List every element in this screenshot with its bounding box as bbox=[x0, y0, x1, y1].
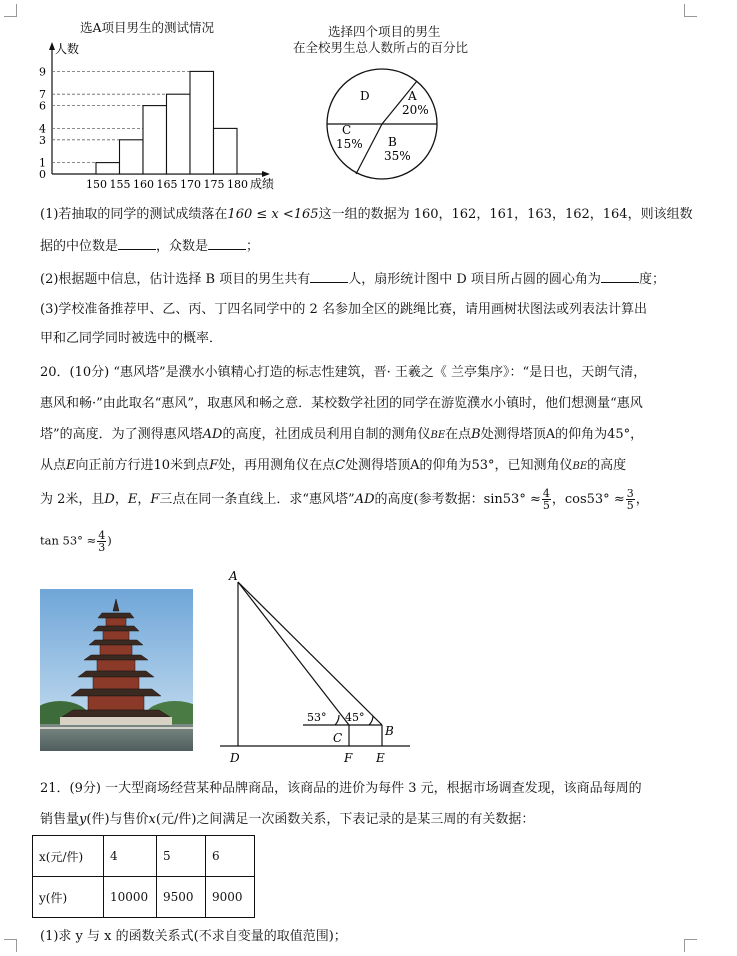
q20-line4 bbox=[40, 457, 700, 476]
x-tick-label: 170 bbox=[180, 178, 201, 191]
q21-question1: (1)求 y 与 x 的函数关系式(不求自变量的取值范围)； bbox=[40, 929, 347, 944]
point-f: F bbox=[344, 751, 353, 765]
angle-53-arc bbox=[335, 715, 339, 725]
tan-num: 4 bbox=[98, 529, 106, 542]
answer-blank-median[interactable] bbox=[118, 237, 156, 250]
x-tick-label: 175 bbox=[203, 178, 225, 191]
pagoda-photo bbox=[40, 589, 193, 751]
q20-tan-close: ) bbox=[107, 533, 112, 548]
table-cell: 9000 bbox=[206, 877, 255, 918]
q20-tan: tan 53° ≈ bbox=[40, 533, 97, 548]
cos-num: 3 bbox=[626, 487, 634, 500]
q20-f-2: F bbox=[150, 492, 160, 507]
q20-l5a: 为 2米，且 bbox=[40, 492, 105, 507]
q20-be-1: BE bbox=[430, 430, 446, 441]
cos-fraction bbox=[626, 488, 635, 511]
q21-l2e: (元/件)之间满足一次函数关系，下表记录的是某三周的有关数据： bbox=[155, 812, 535, 827]
tan-den: 3 bbox=[98, 541, 106, 554]
angle-53-label: 53° bbox=[307, 711, 327, 724]
geometry-diagram bbox=[215, 566, 415, 766]
table-cell: 6 bbox=[206, 836, 255, 877]
y-tick-label: 0 bbox=[39, 168, 46, 181]
crop-mark-top-right bbox=[684, 4, 697, 17]
pie-label-d: D bbox=[360, 89, 370, 103]
histogram-title: 选A项目男生的测试情况 bbox=[80, 20, 215, 35]
x-tick-label: 150 bbox=[86, 178, 107, 191]
q20-l4b: 向正前方行进10米到点 bbox=[75, 458, 210, 473]
answer-blank-d-angle[interactable] bbox=[601, 270, 639, 283]
pie-chart bbox=[320, 62, 445, 187]
histogram-bar bbox=[190, 71, 214, 174]
table-cell: 4 bbox=[104, 836, 157, 877]
y-axis-label: 人数 bbox=[55, 42, 80, 56]
q19-part3-line1: (3)学校准备推荐甲、乙、丙、丁四名同学中的 2 名参加全区的跳绳比赛，请用画树状图法或列表法计算出 bbox=[40, 302, 647, 317]
point-e: E bbox=[376, 751, 385, 765]
point-a: A bbox=[229, 569, 238, 583]
histogram-bar bbox=[143, 106, 167, 174]
y-tick-label: 4 bbox=[39, 122, 46, 136]
y-tick-label: 6 bbox=[39, 99, 46, 113]
q20-ad-2: AD bbox=[354, 492, 375, 507]
table-header-y: y(件) bbox=[33, 877, 104, 918]
q20-l3a: 塔”的高度．为了测得惠风塔 bbox=[40, 427, 203, 442]
q20-l4d: 处测得塔顶A的仰角为53°，已知测角仪 bbox=[345, 458, 573, 473]
q20-f: F bbox=[209, 458, 219, 473]
tan-fraction bbox=[97, 530, 106, 553]
q19-part3-line2: 甲和乙同学同时被选中的概率． bbox=[40, 331, 223, 346]
q20-e: E bbox=[66, 458, 76, 473]
q20-l5d: 的高度(参考数据：sin53° ≈ bbox=[374, 492, 541, 507]
q19-part1-line1 bbox=[40, 206, 700, 224]
q21-y: y bbox=[79, 812, 87, 827]
table-row bbox=[33, 836, 255, 877]
q20-line2: 惠风和畅·”由此取名“惠风”，取惠风和畅之意．某校数学社团的同学在游览濮水小镇时，他们想测量“惠风 bbox=[40, 396, 643, 411]
table-cell: 5 bbox=[157, 836, 206, 877]
q20-line6 bbox=[40, 530, 700, 553]
data-table bbox=[32, 835, 255, 918]
q20-e-2: E bbox=[127, 492, 138, 507]
pie-title-line1: 选择四个项目的男生 bbox=[328, 24, 441, 39]
q20-ad-1: AD bbox=[202, 427, 223, 442]
q20-c: C bbox=[335, 458, 346, 473]
q21-l2c: (件)与售价 bbox=[86, 812, 149, 827]
pie-label-a-pct: 20% bbox=[402, 103, 429, 117]
sight-line-ab bbox=[238, 582, 382, 725]
table-cell: 9500 bbox=[157, 877, 206, 918]
q19-part1-line2 bbox=[40, 237, 700, 256]
cos-den: 5 bbox=[626, 499, 634, 512]
x-axis-label: 成绩 bbox=[250, 177, 275, 191]
q20-l5f: ， bbox=[635, 492, 649, 507]
q20-l3b: 的高度，社团成员利用自制的测角仪 bbox=[222, 427, 431, 442]
q20-b: B bbox=[471, 427, 481, 442]
answer-blank-b-count[interactable] bbox=[310, 270, 348, 283]
pie-label-c-pct: 15% bbox=[336, 137, 363, 151]
pie-label-b-pct: 35% bbox=[384, 149, 411, 163]
q19-p1d: ，众数是 bbox=[156, 239, 209, 254]
x-tick-label: 155 bbox=[109, 178, 131, 191]
q20-l4a: 从点 bbox=[40, 458, 67, 473]
q21-line2 bbox=[40, 811, 700, 829]
q20-l5c: 三点在同一条直线上．求“惠风塔” bbox=[159, 492, 355, 507]
y-tick-label: 1 bbox=[39, 156, 46, 170]
q19-inequality: 160 ≤ x <165 bbox=[227, 207, 319, 222]
q21-x: x bbox=[148, 812, 156, 827]
q20-line3 bbox=[40, 426, 700, 445]
q19-p2c: 度； bbox=[638, 272, 665, 287]
angle-45-arc bbox=[369, 716, 373, 725]
q20-l5b-1: ， bbox=[114, 492, 128, 507]
point-d: D bbox=[230, 751, 240, 765]
q19-p2a: (2)根据题中信息，估计选择 B 项目的男生共有 bbox=[40, 272, 311, 287]
y-tick-label: 7 bbox=[39, 88, 46, 102]
histogram-bar bbox=[96, 163, 120, 174]
sin-den: 5 bbox=[542, 499, 550, 512]
q21-line1: 21．(9分) 一大型商场经营某种品牌商品，该商品的进价为每件 3 元，根据市场调查发现，该商品每周的 bbox=[40, 781, 642, 796]
q20-be-2: BE bbox=[572, 461, 588, 472]
histogram-chart bbox=[30, 40, 290, 195]
q20-d: D bbox=[104, 492, 115, 507]
pie-label-b: B bbox=[388, 135, 397, 149]
q20-l5e: ，cos53° ≈ bbox=[551, 492, 625, 507]
q20-line1: 20．(10分) “惠风塔”是濮水小镇精心打造的标志性建筑，晋· 王羲之《 兰亭集序》：“是日也，天朗气清， bbox=[40, 365, 647, 380]
answer-blank-mode[interactable] bbox=[208, 237, 246, 250]
y-tick-label: 3 bbox=[39, 133, 46, 147]
x-tick-label: 165 bbox=[156, 178, 178, 191]
q21-l2a: 销售量 bbox=[40, 812, 80, 827]
x-tick-label: 180 bbox=[227, 178, 248, 191]
q20-l3c: 在点 bbox=[445, 427, 472, 442]
q20-line5 bbox=[40, 488, 700, 511]
sin-num: 4 bbox=[542, 487, 550, 500]
table-header-x: x(元/件) bbox=[33, 836, 104, 877]
y-tick-label: 9 bbox=[39, 65, 46, 79]
pie-label-a: A bbox=[408, 89, 417, 103]
q19-p2b: 人，扇形统计图中 D 项目所占圆的圆心角为 bbox=[348, 272, 601, 287]
sin-fraction bbox=[542, 488, 551, 511]
x-tick-label: 160 bbox=[133, 178, 154, 191]
point-c: C bbox=[333, 731, 343, 745]
table-cell: 10000 bbox=[104, 877, 157, 918]
crop-mark-top-left bbox=[4, 4, 17, 17]
pie-label-c: C bbox=[342, 123, 352, 137]
q19-p1a: (1)若抽取的同学的测试成绩落在 bbox=[40, 207, 228, 222]
histogram-bar bbox=[120, 140, 144, 174]
q19-p1e: ； bbox=[246, 239, 260, 254]
pie-title-line2: 在全校男生总人数所占的百分比 bbox=[293, 40, 469, 55]
q20-l5b-2: ， bbox=[137, 492, 151, 507]
table-row bbox=[33, 877, 255, 918]
q19-p1b: 这一组的数据为 160，162，161，163，162，164，则该组数 bbox=[318, 207, 693, 222]
crop-mark-bottom-left bbox=[4, 939, 17, 952]
angle-45-label: 45° bbox=[345, 711, 365, 724]
histogram-bar bbox=[214, 128, 238, 174]
q19-part2-line bbox=[40, 270, 700, 289]
q20-l4e: 的高度 bbox=[587, 458, 627, 473]
histogram-bar bbox=[167, 94, 191, 174]
sight-line-ac bbox=[238, 582, 349, 725]
point-b: B bbox=[385, 724, 394, 738]
q20-l4c: 处，再用测角仪在点 bbox=[218, 458, 336, 473]
q19-p1c: 据的中位数是 bbox=[40, 239, 119, 254]
q20-l3d: 处测得塔顶A的仰角为45°， bbox=[480, 427, 644, 442]
